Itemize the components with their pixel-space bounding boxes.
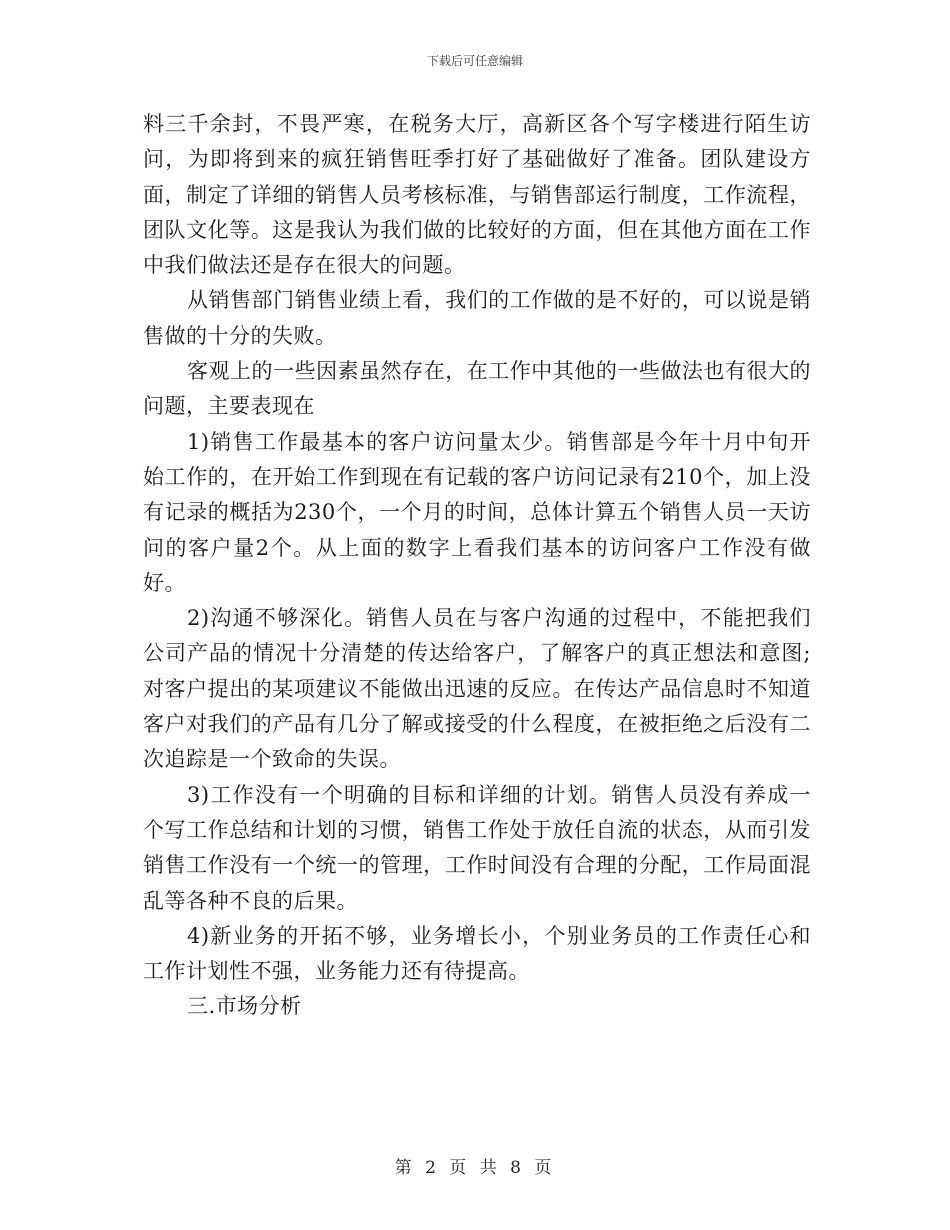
page-number: 第 2 页 共 8 页	[394, 1158, 556, 1178]
paragraph-6: 3)工作没有一个明确的目标和详细的计划。销售人员没有养成一个写工作总结和计划的习惯，销售工作处于放任自流的状态，从而引发销售工作没有一个统一的管理，工作时间没有合理的分配，工作局面混乱等各种不良的后果。	[143, 782, 811, 913]
paragraph-3: 客观上的一些因素虽然存在，在工作中其他的一些做法也有很大的问题，主要表现在	[143, 359, 811, 419]
paragraph-1: 料三千余封，不畏严寒，在税务大厅，高新区各个写字楼进行陌生访问，为即将到来的疯狂销售旺季打好了基础做好了准备。团队建设方面，制定了详细的销售人员考核标准，与销售部运行制度，工作流程，团队文化等。这是我认为我们做的比较好的方面，但在其他方面在工作中我们做法还是存在很大的问题。	[143, 112, 811, 278]
section-heading: 三.市场分析	[187, 994, 302, 1019]
paragraph-2: 从销售部门销售业绩上看，我们的工作做的是不好的，可以说是销售做的十分的失败。	[143, 288, 811, 348]
paragraph-4: 1)销售工作最基本的客户访问量太少。销售部是今年十月中旬开始工作的，在开始工作到现在有记载的客户访问记录有210个，加上没有记录的概括为230个，一个月的时间，总体计算五个销售人员一天访问的客户量2个。从上面的数字上看我们基本的访问客户工作没有做好。	[143, 429, 811, 595]
page-header: 下载后可任意编辑	[426, 54, 523, 68]
document-body	[143, 107, 811, 1025]
paragraph-5: 2)沟通不够深化。销售人员在与客户沟通的过程中，不能把我们公司产品的情况十分清楚的传达给客户，了解客户的真正想法和意图;对客户提出的某项建议不能做出迅速的反应。在传达产品信息时不知道客户对我们的产品有几分了解或接受的什么程度，在被拒绝之后没有二次追踪是一个致命的失误。	[143, 606, 811, 772]
paragraph-7: 4)新业务的开拓不够，业务增长小，个别业务员的工作责任心和工作计划性不强，业务能力还有待提高。	[143, 923, 811, 984]
